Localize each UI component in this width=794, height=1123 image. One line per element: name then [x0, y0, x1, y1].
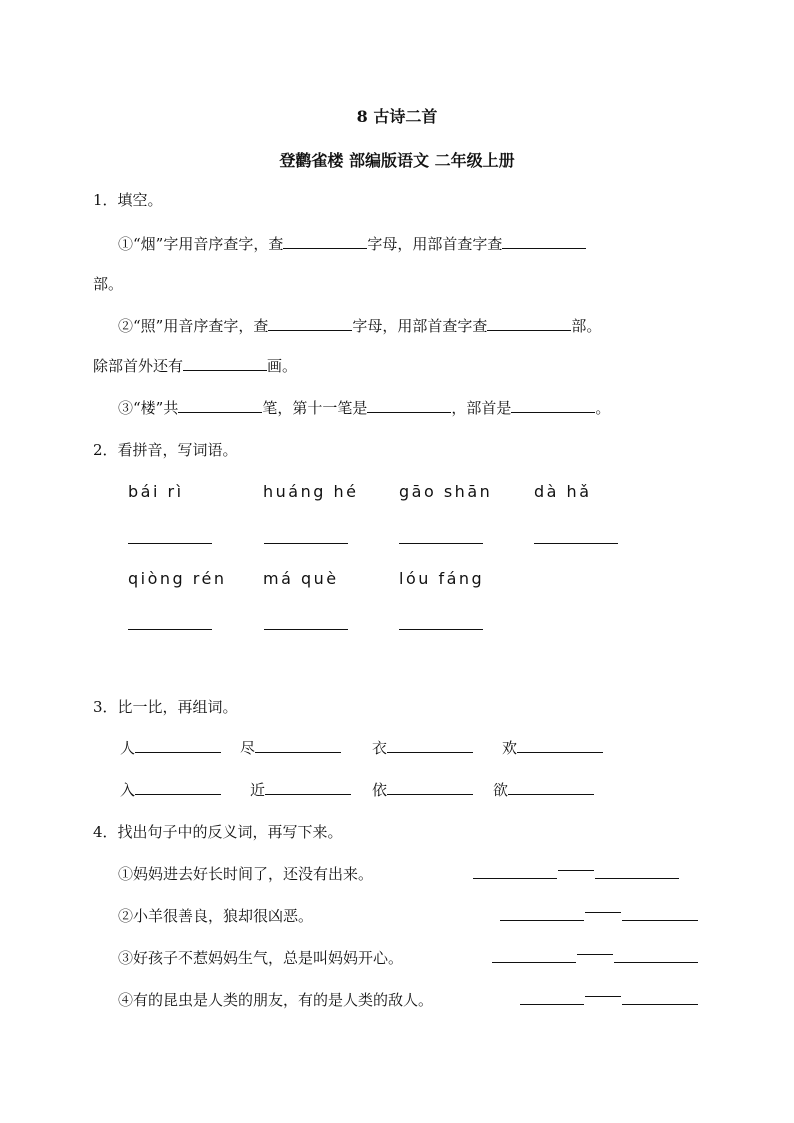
answer-blank[interactable]: [534, 542, 618, 544]
answer-blank[interactable]: [128, 628, 212, 630]
q1-item3-text-a: ③“楼”共: [118, 399, 179, 417]
q1-item1-cont: 部。: [93, 275, 124, 293]
q1-item2-text-c: 部。: [571, 317, 602, 335]
q3-char: 人: [120, 739, 136, 757]
q4-sentence: ②小羊很善良，狼却很凶恶。: [118, 907, 314, 925]
q3-blank[interactable]: [508, 780, 594, 795]
answer-blank[interactable]: [128, 542, 212, 544]
pinyin-5: qiòng rén: [128, 569, 227, 588]
q1-item3-line: [118, 398, 610, 418]
q4-blank[interactable]: [500, 906, 584, 921]
q3-cell: [120, 738, 221, 758]
q4-blank[interactable]: [520, 990, 584, 1005]
q3-char: 入: [120, 781, 136, 799]
q4-dash: [585, 996, 621, 997]
q3-blank[interactable]: [387, 738, 473, 753]
q1-item3-text-c: ，部首是: [451, 399, 512, 417]
q3-char: 依: [372, 781, 388, 799]
q3-cell: [493, 780, 594, 800]
answer-blank[interactable]: [264, 542, 348, 544]
q4-answer-line: [500, 906, 698, 926]
q3-cell: [372, 780, 473, 800]
q3-cell: [502, 738, 603, 758]
q1-item2-blank-1[interactable]: [268, 316, 352, 331]
q1-item2-text-a: ②“照”用音序查字，查: [118, 317, 269, 335]
q3-cell: [120, 780, 221, 800]
q3-cell: [240, 738, 341, 758]
pinyin-1: bái rì: [128, 482, 184, 501]
q1-item1-text-b: 字母，用部首查字查: [367, 235, 503, 253]
q2-heading: 2．看拼音，写词语。: [93, 441, 238, 459]
q1-item2-text-e: 画。: [267, 357, 298, 375]
q3-char: 衣: [372, 739, 388, 757]
q3-cell: [250, 780, 351, 800]
q1-item2-line: [118, 316, 601, 336]
q4-blank[interactable]: [492, 948, 576, 963]
q1-item2-cont: [93, 356, 297, 376]
pinyin-3: gāo shān: [399, 482, 493, 501]
q1-heading: 1．填空。: [93, 191, 163, 209]
q3-heading: 3．比一比，再组词。: [93, 698, 238, 716]
q4-dash: [577, 954, 613, 955]
q1-item2-blank-2[interactable]: [487, 316, 571, 331]
q1-item1-line: [118, 234, 586, 254]
q4-sentence: ①妈妈进去好长时间了，还没有出来。: [118, 865, 374, 883]
q3-blank[interactable]: [387, 780, 473, 795]
q3-blank[interactable]: [255, 738, 341, 753]
pinyin-4: dà hǎ: [534, 482, 592, 501]
answer-blank[interactable]: [399, 542, 483, 544]
q1-item3-text-d: 。: [595, 399, 611, 417]
q3-char: 欲: [493, 781, 509, 799]
q1-item1-blank-2[interactable]: [502, 234, 586, 249]
q3-blank[interactable]: [517, 738, 603, 753]
pinyin-2: huáng hé: [263, 482, 359, 501]
q4-answer-line: [492, 948, 698, 968]
q3-blank[interactable]: [135, 738, 221, 753]
answer-blank[interactable]: [264, 628, 348, 630]
q3-cell: [372, 738, 473, 758]
answer-blank[interactable]: [399, 628, 483, 630]
q1-item3-blank-1[interactable]: [178, 398, 262, 413]
q4-heading: 4．找出句子中的反义词，再写下来。: [93, 823, 343, 841]
pinyin-6: má què: [263, 569, 339, 588]
q1-item3-text-b: 笔，第十一笔是: [262, 399, 368, 417]
q4-dash: [585, 912, 621, 913]
q3-char: 欢: [502, 739, 518, 757]
q1-item2-blank-3[interactable]: [183, 356, 267, 371]
lesson-title: 8 古诗二首: [356, 107, 438, 126]
q4-answer-line: [473, 864, 679, 884]
q4-answer-line: [520, 990, 698, 1010]
q4-blank[interactable]: [622, 990, 698, 1005]
q1-item1-text-a: ①“烟”字用音序查字，查: [118, 235, 284, 253]
q3-char: 近: [250, 781, 266, 799]
q4-sentence: ④有的昆虫是人类的朋友，有的是人类的敌人。: [118, 991, 434, 1009]
q4-sentence: ③好孩子不惹妈妈生气，总是叫妈妈开心。: [118, 949, 404, 967]
q1-item2-text-b: 字母，用部首查字查: [352, 317, 488, 335]
q1-item1-blank-1[interactable]: [283, 234, 367, 249]
q3-char: 尽: [240, 739, 256, 757]
q4-blank[interactable]: [473, 864, 557, 879]
q1-item2-text-d: 除部首外还有: [93, 357, 184, 375]
q4-blank[interactable]: [595, 864, 679, 879]
q1-item3-blank-3[interactable]: [511, 398, 595, 413]
q4-blank[interactable]: [614, 948, 698, 963]
q3-blank[interactable]: [265, 780, 351, 795]
q1-item3-blank-2[interactable]: [367, 398, 451, 413]
worksheet-subtitle: 登鹳雀楼 部编版语文 二年级上册: [279, 151, 515, 170]
q3-blank[interactable]: [135, 780, 221, 795]
q4-blank[interactable]: [622, 906, 698, 921]
q4-dash: [558, 870, 594, 871]
pinyin-7: lóu fáng: [399, 569, 485, 588]
